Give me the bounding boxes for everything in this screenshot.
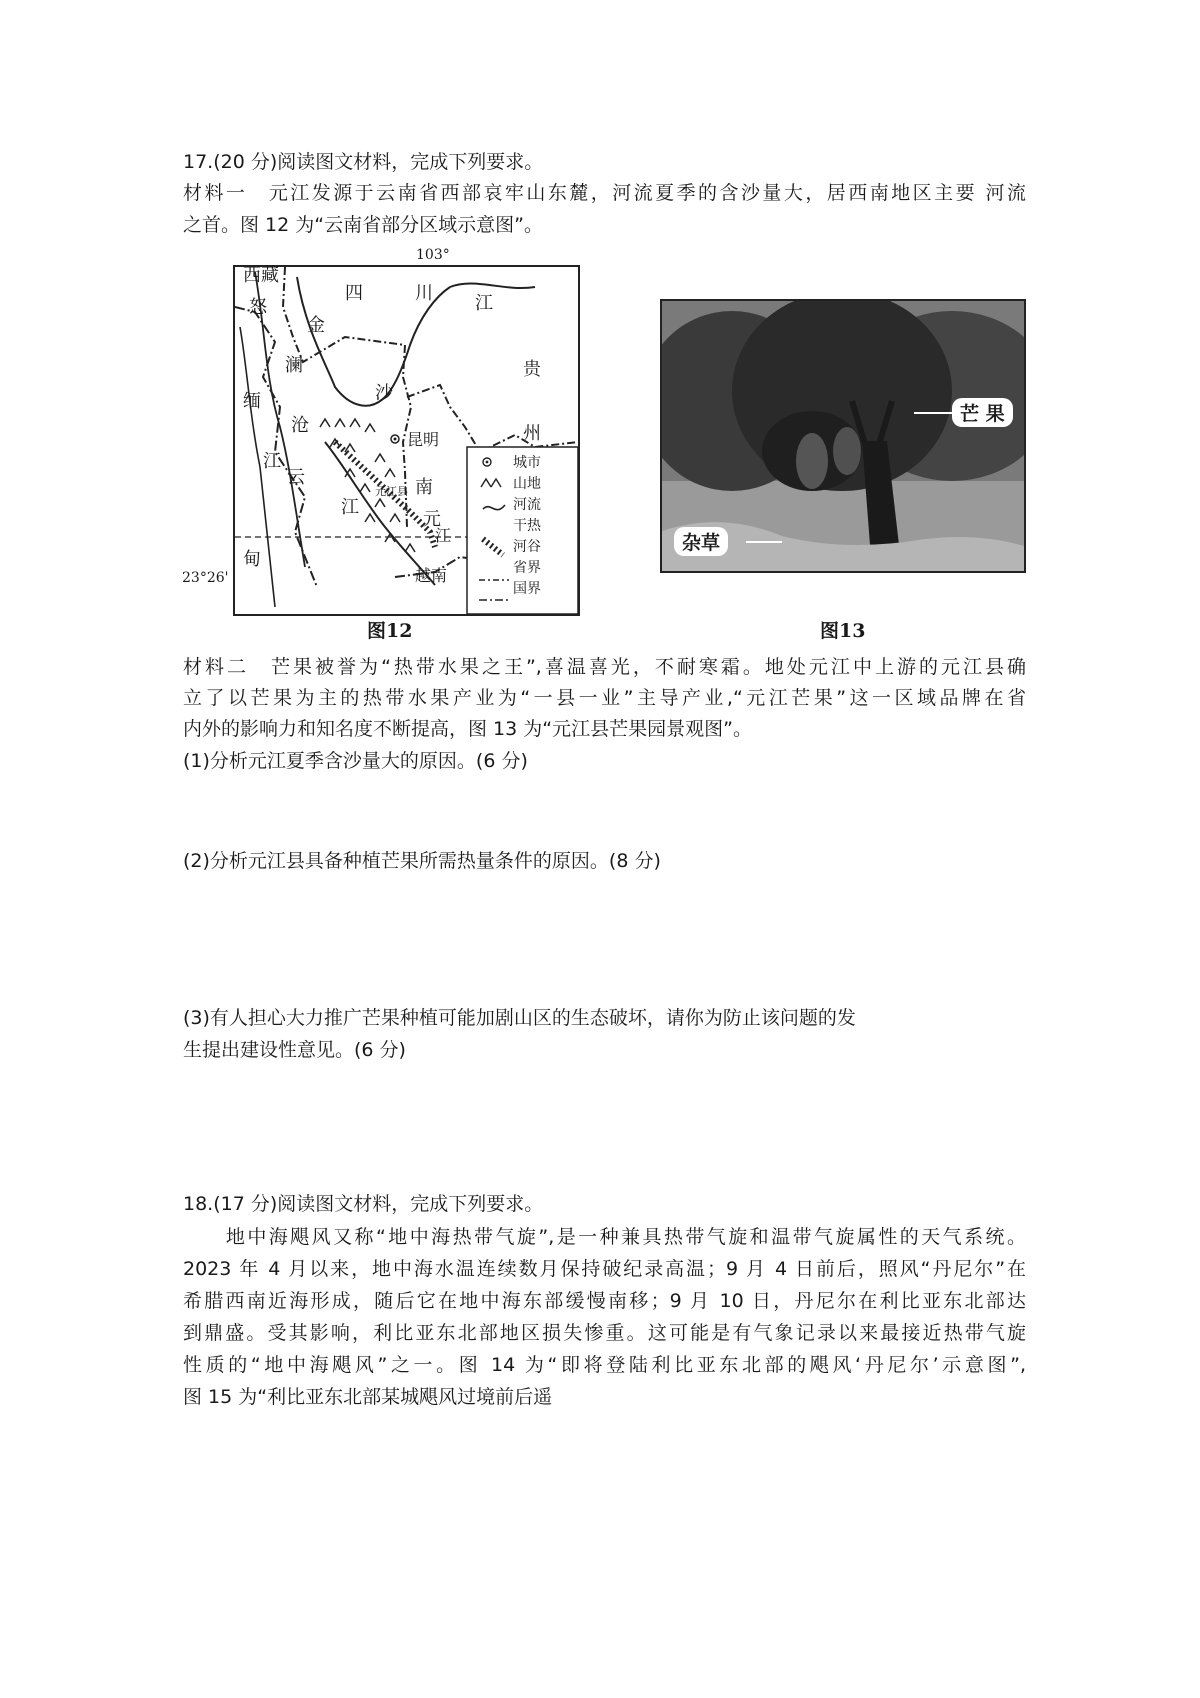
fig12-label-cang: 沧 [291,415,309,436]
fig12-label-jiang3: 江 [341,497,359,518]
q17-subquestion-1: (1)分析元江夏季含沙量大的原因。(6 分) [183,750,528,772]
q18-paragraph-line2: 2023 年 4 月以来，地中海水温连续数月保持破纪录高温；9 月 4 日前后，照风“丹尼尔”在 [183,1258,1026,1280]
fig12-caption: 图12 [367,620,413,642]
q17-header: 17.(20 分)阅读图文材料，完成下列要求。 [183,151,544,173]
legend-country: 国界 [513,581,541,597]
legend-city: 城市 [513,455,541,471]
fig12-longitude: 103° [416,247,450,263]
fig12-label-jiang2: 江 [263,451,281,472]
legend-province: 省界 [513,560,541,576]
fig12-legend-symbols [475,455,511,605]
fig12-label-jiang4: 江 [435,526,452,545]
legend-valley: 河谷 [513,539,541,555]
fig12-label-gui: 贵 [523,359,541,380]
q18-paragraph-line3: 希腊西南近海形成，随后它在地中海东部缓慢南移；9 月 10 日，丹尼尔在利比亚东北部达 [183,1290,1026,1312]
q18-header: 18.(17 分)阅读图文材料，完成下列要求。 [183,1193,544,1215]
q17-material1-line2: 之首。图 12 为“云南省部分区域示意图”。 [183,214,543,236]
fig12-label-jiang1: 江 [475,293,493,314]
q17-subquestion-2: (2)分析元江县具备种植芒果所需热量条件的原因。(8 分) [183,850,661,872]
fig12-label-kunming: 昆明 [407,430,440,449]
fig12-label-yun: 云 [287,467,305,488]
q18-paragraph-line6: 图 15 为“利比亚东北部某城飓风过境前后遥 [183,1386,553,1408]
fig12-label-mian: 缅 [243,391,261,412]
q17-material2-line2: 立了以芒果为主的热带水果产业为“一县一业”主导产业,“元江芒果”这一区域品牌在省 [183,687,1026,709]
fig12-label-yuanjiangxian: 元江县 [375,485,408,498]
fig12-label-jin: 金 [307,315,325,336]
fig12-latitude: 23°26' [182,570,229,586]
fig12-label-lan: 澜 [285,355,303,376]
fig12-map [233,265,580,616]
fig13-label-mango: 芒 果 [952,398,1013,427]
fig12-label-yuenan: 越南 [415,566,448,585]
q17-subquestion-3-line2: 生提出建设性意见。(6 分) [183,1039,406,1061]
fig12-label-zhou: 州 [523,423,541,444]
fig12-label-sha: 沙 [375,383,393,404]
fig13-label-weed: 杂草 [674,527,728,556]
q17-subquestion-3-line1: (3)有人担心大力推广芒果种植可能加剧山区的生态破坏，请你为防止该问题的发 [183,1007,856,1029]
q17-material2-line3: 内外的影响力和知名度不断提高，图 13 为“元江县芒果园景观图”。 [183,718,752,740]
fig12-label-nu: 怒 [249,297,267,318]
q18-paragraph-line5: 性质的“地中海飓风”之一。图 14 为“即将登陆利比亚东北部的飓风‘丹尼尔’示意图”, [183,1354,1026,1376]
q18-paragraph-line1: 地中海飓风又称“地中海热带气旋”,是一种兼具热带气旋和温带气旋属性的天气系统。 [183,1226,1026,1248]
fig12-label-si: 四 [345,283,363,304]
legend-river: 河流 [513,497,541,513]
fig12-label-nan: 南 [415,477,433,498]
fig13-photo [660,299,1026,573]
fig12-legend [513,453,573,600]
fig12-label-yuan: 元 [423,509,441,530]
fig12-label-chuan: 川 [415,283,433,304]
legend-dry: 干热 [513,518,541,534]
fig12-label-dian: 甸 [243,549,261,570]
q17-material2-line1: 材料二 芒果被誉为“热带水果之王”,喜温喜光，不耐寒霜。地处元江中上游的元江县确 [183,656,1026,678]
fig12-label-xizang: 西藏 [243,265,279,286]
q17-material1-line1: 材料一 元江发源于云南省西部哀牢山东麓，河流夏季的含沙量大，居西南地区主要 河流 [183,182,1026,204]
legend-mountain: 山地 [513,476,541,492]
fig13-caption: 图13 [820,620,866,642]
q18-paragraph-line4: 到鼎盛。受其影响，利比亚东北部地区损失惨重。这可能是有气象记录以来最接近热带气旋 [183,1322,1026,1344]
